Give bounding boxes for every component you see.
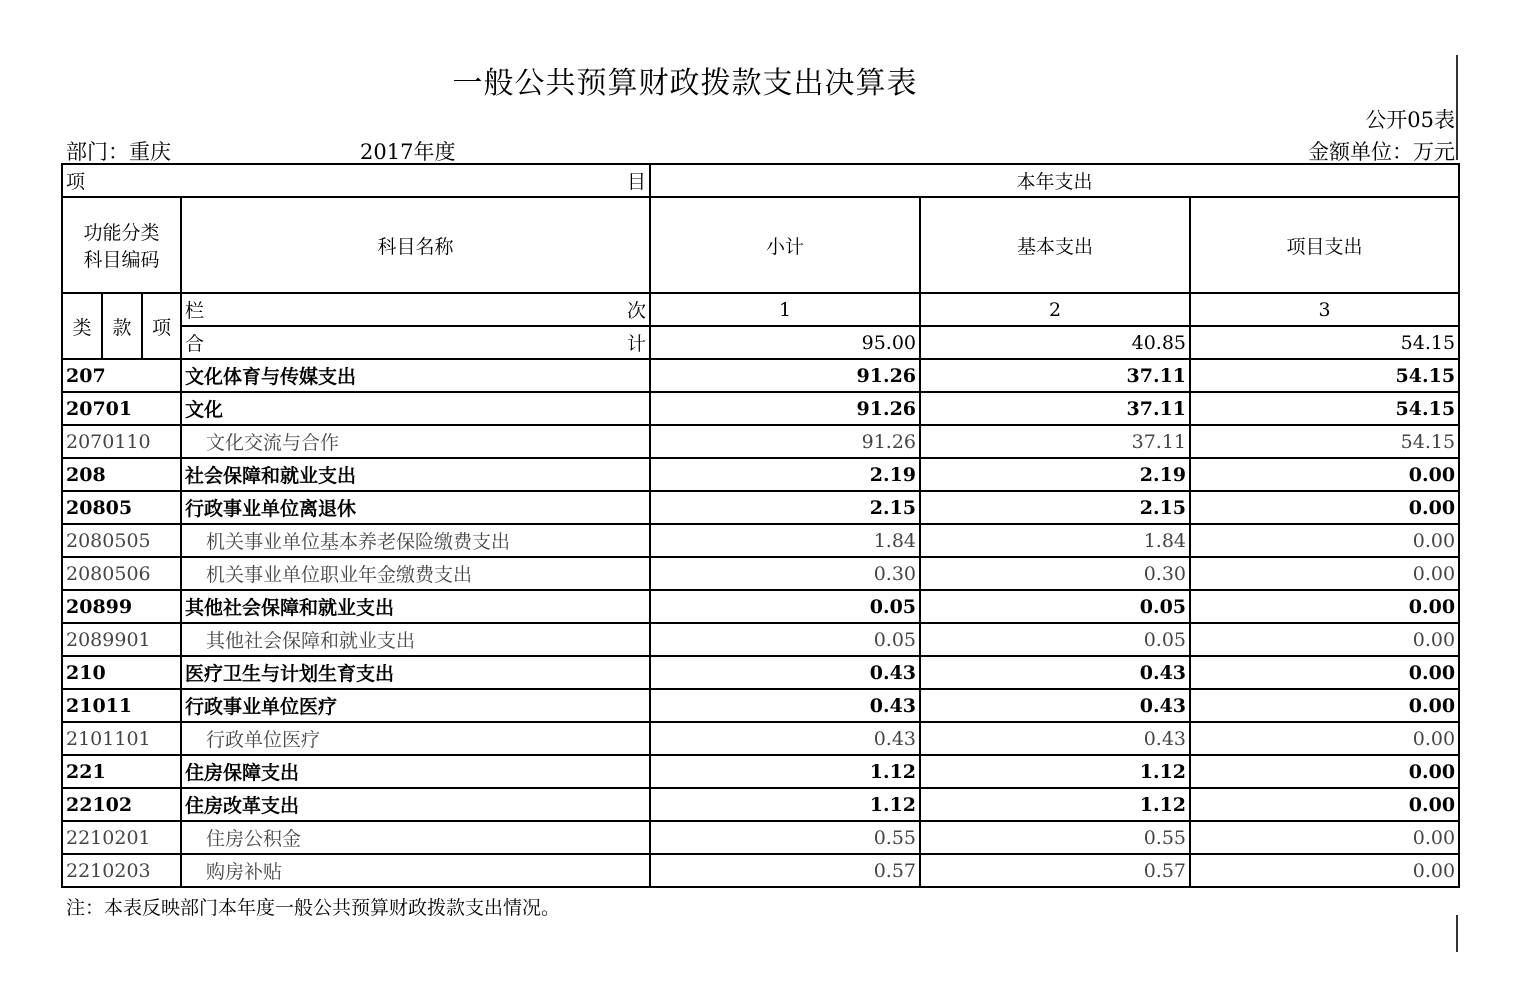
row-subject-name: 其他社会保障和就业支出	[181, 623, 650, 656]
subject-name-header: 科目名称	[181, 197, 650, 293]
item-header-cell	[62, 164, 650, 197]
project-header: 项目支出	[1190, 197, 1459, 293]
row-basic: 2.19	[920, 458, 1190, 491]
row-project: 0.00	[1190, 623, 1459, 656]
row-subtotal: 0.05	[650, 623, 920, 656]
subtotal-header: 小计	[650, 197, 920, 293]
form-number: 公开05表	[1365, 108, 1455, 132]
table-row	[62, 458, 1459, 491]
row-subtotal: 91.26	[650, 425, 920, 458]
row-basic: 2.15	[920, 491, 1190, 524]
table-row	[62, 854, 1459, 887]
col-number-2: 2	[920, 293, 1190, 326]
row-subtotal: 0.43	[650, 656, 920, 689]
row-subtotal: 0.57	[650, 854, 920, 887]
row-code: 2080505	[62, 524, 181, 557]
he-label: 合	[185, 333, 205, 355]
row-subject-name: 文化交流与合作	[181, 425, 650, 458]
table-row	[62, 557, 1459, 590]
table-row	[62, 359, 1459, 392]
total-basic: 40.85	[920, 326, 1190, 359]
table-row	[62, 788, 1459, 821]
row-subtotal: 0.43	[650, 689, 920, 722]
total-project: 54.15	[1190, 326, 1459, 359]
row-subject-name: 住房公积金	[181, 821, 650, 854]
row-code: 20701	[62, 392, 181, 425]
row-basic: 0.43	[920, 722, 1190, 755]
row-subject-name: 住房改革支出	[181, 788, 650, 821]
row-subtotal: 2.15	[650, 491, 920, 524]
row-project: 54.15	[1190, 359, 1459, 392]
total-label-cell	[181, 326, 650, 359]
row-subtotal: 1.84	[650, 524, 920, 557]
row-subtotal: 91.26	[650, 359, 920, 392]
fiscal-year: 2017年度	[360, 140, 456, 164]
row-project: 0.00	[1190, 788, 1459, 821]
row-subject-name: 其他社会保障和就业支出	[181, 590, 650, 623]
row-code: 20805	[62, 491, 181, 524]
row-project: 54.15	[1190, 392, 1459, 425]
row-code: 21011	[62, 689, 181, 722]
page-edge-line-top	[1456, 55, 1458, 160]
row-basic: 0.05	[920, 623, 1190, 656]
row-subtotal: 2.19	[650, 458, 920, 491]
current-year-header: 本年支出	[650, 164, 1459, 197]
row-basic: 1.84	[920, 524, 1190, 557]
row-code: 2101101	[62, 722, 181, 755]
row-subject-name: 行政单位医疗	[181, 722, 650, 755]
table-row	[62, 590, 1459, 623]
row-project: 0.00	[1190, 590, 1459, 623]
row-subtotal: 0.55	[650, 821, 920, 854]
row-code: 207	[62, 359, 181, 392]
row-basic: 0.57	[920, 854, 1190, 887]
col-number-3: 3	[1190, 293, 1459, 326]
row-subject-name: 行政事业单位医疗	[181, 689, 650, 722]
row-basic: 1.12	[920, 788, 1190, 821]
ci-label: 次	[627, 300, 647, 322]
lan-ci-cell	[181, 293, 650, 326]
footnote: 注：本表反映部门本年度一般公共预算财政拨款支出情况。	[66, 897, 561, 919]
code-header-line1: 功能分类	[83, 222, 160, 244]
table-row	[62, 656, 1459, 689]
table-row	[62, 425, 1459, 458]
item-header-right: 目	[627, 171, 647, 193]
row-code: 210	[62, 656, 181, 689]
row-project: 0.00	[1190, 491, 1459, 524]
row-project: 0.00	[1190, 557, 1459, 590]
row-project: 0.00	[1190, 854, 1459, 887]
item-header-left: 项	[66, 171, 86, 193]
total-row	[62, 326, 1459, 359]
xiang-header: 项	[142, 293, 181, 359]
row-code: 2080506	[62, 557, 181, 590]
row-basic: 0.05	[920, 590, 1190, 623]
table-row	[62, 491, 1459, 524]
total-subtotal: 95.00	[650, 326, 920, 359]
row-subtotal: 0.43	[650, 722, 920, 755]
row-subtotal: 1.12	[650, 788, 920, 821]
kuan-header: 款	[102, 293, 142, 359]
row-code: 22102	[62, 788, 181, 821]
row-project: 0.00	[1190, 821, 1459, 854]
row-subject-name: 机关事业单位基本养老保险缴费支出	[181, 524, 650, 557]
row-subject-name: 住房保障支出	[181, 755, 650, 788]
row-code: 2210203	[62, 854, 181, 887]
row-project: 0.00	[1190, 755, 1459, 788]
row-code: 2089901	[62, 623, 181, 656]
department-label: 部门：重庆	[66, 140, 171, 164]
row-subject-name: 文化	[181, 392, 650, 425]
row-code: 221	[62, 755, 181, 788]
row-subject-name: 行政事业单位离退休	[181, 491, 650, 524]
row-basic: 0.43	[920, 656, 1190, 689]
table-row	[62, 689, 1459, 722]
row-subject-name: 医疗卫生与计划生育支出	[181, 656, 650, 689]
lei-header: 类	[62, 293, 102, 359]
row-basic: 37.11	[920, 359, 1190, 392]
row-subtotal: 0.30	[650, 557, 920, 590]
row-code: 2070110	[62, 425, 181, 458]
row-project: 0.00	[1190, 722, 1459, 755]
row-subtotal: 91.26	[650, 392, 920, 425]
row-subject-name: 机关事业单位职业年金缴费支出	[181, 557, 650, 590]
row-basic: 1.12	[920, 755, 1190, 788]
row-project: 0.00	[1190, 689, 1459, 722]
row-project: 0.00	[1190, 458, 1459, 491]
page-title: 一般公共预算财政拨款支出决算表	[452, 66, 918, 101]
ji-label: 计	[627, 333, 647, 355]
row-project: 0.00	[1190, 656, 1459, 689]
table-row	[62, 392, 1459, 425]
row-code: 208	[62, 458, 181, 491]
row-project: 54.15	[1190, 425, 1459, 458]
row-code: 20899	[62, 590, 181, 623]
code-header	[62, 197, 181, 293]
row-subtotal: 1.12	[650, 755, 920, 788]
budget-table	[61, 163, 1460, 888]
header-row-columns	[62, 197, 1459, 293]
code-header-line2: 科目编码	[83, 249, 160, 271]
row-subject-name: 文化体育与传媒支出	[181, 359, 650, 392]
row-code: 2210201	[62, 821, 181, 854]
row-basic: 37.11	[920, 392, 1190, 425]
row-basic: 0.30	[920, 557, 1190, 590]
header-row-item	[62, 164, 1459, 197]
table-row	[62, 755, 1459, 788]
row-basic: 0.43	[920, 689, 1190, 722]
table-row	[62, 623, 1459, 656]
lan-label: 栏	[185, 300, 205, 322]
column-number-row	[62, 293, 1459, 326]
row-project: 0.00	[1190, 524, 1459, 557]
amount-unit: 金额单位：万元	[1308, 140, 1455, 164]
row-basic: 37.11	[920, 425, 1190, 458]
page-edge-line-bottom	[1456, 915, 1458, 952]
basic-header: 基本支出	[920, 197, 1190, 293]
col-number-1: 1	[650, 293, 920, 326]
table-row	[62, 821, 1459, 854]
row-subject-name: 购房补贴	[181, 854, 650, 887]
table-row	[62, 722, 1459, 755]
row-subject-name: 社会保障和就业支出	[181, 458, 650, 491]
row-basic: 0.55	[920, 821, 1190, 854]
row-subtotal: 0.05	[650, 590, 920, 623]
table-row	[62, 524, 1459, 557]
